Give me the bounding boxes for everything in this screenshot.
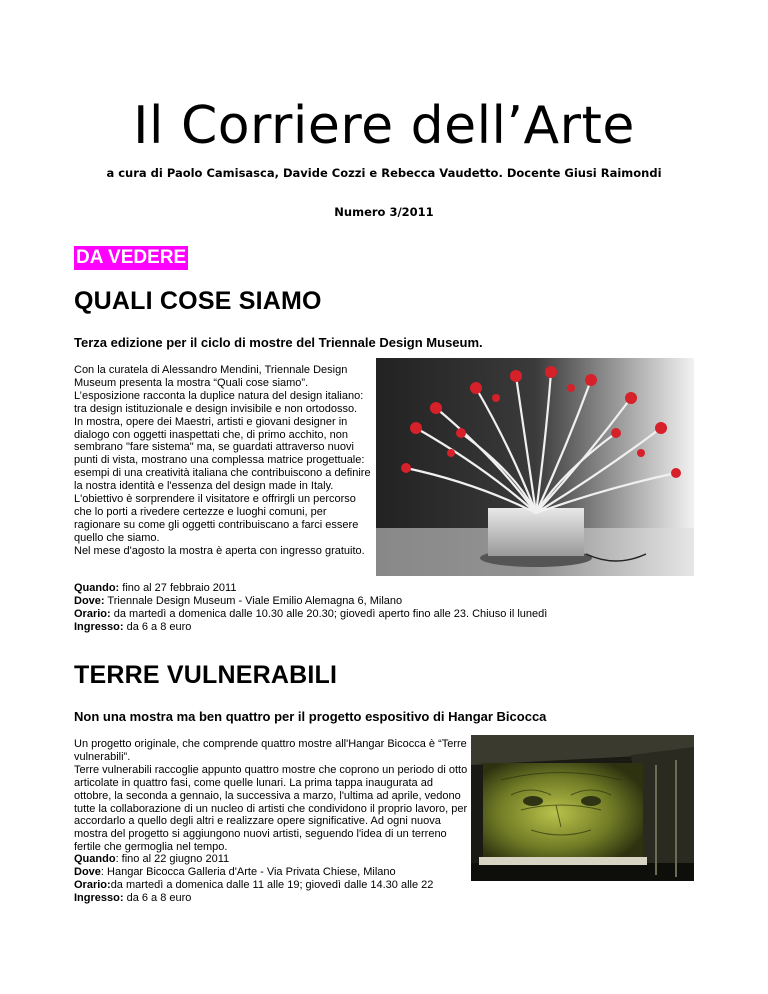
- info-row: [74, 595, 694, 608]
- info-value: da martedì a domenica dalle 10.30 alle 20.30; giovedì aperto fino alle 23. Chiuso il lunedì: [110, 607, 548, 620]
- article-paragraph: Un progetto originale, che comprende quattro mostre all'Hangar Bicocca è “Terre vulnerabili”.: [74, 738, 467, 763]
- article-paragraph: In mostra, opere dei Maestri, artisti e giovani designer in dialogo con oggetti inaspettati che, di primo acchito, non sembrano "fare sistema" ma, se guardati attraverso nuovi punti di vista, mostrano una complessa matrice progettuale: esempi di una creatività italiana che contribuiscono a definire la nostra identità e l'essenza del design made in Italy. L'obiettivo è sorprendere il visitatore e offrirgli un percorso che lo porti a rivedere certezze e luoghi comuni, per ragionare su come gli oggetti contribuiscano a farci essere quello che siamo.: [74, 415, 371, 544]
- info-label: Orario:: [74, 878, 111, 891]
- article-title: QUALI COSE SIAMO: [74, 287, 322, 315]
- article-body: [74, 738, 470, 854]
- article-paragraph: Terre vulnerabili raccoglie appunto quattro mostre che coprono un periodo di otto articolate in quattro fasi, come quelle lunari. La prima tappa inaugurata ad ottobre, la seconda a gennaio, la successiva a marzo, l'ultima ad aprile, vedono tutte la collaborazione di un nucleo di artisti che condividono il proprio lavoro, per accordarlo a quello degli altri e realizzare opere significative. Ad ogni nuova mostra del progetto si aggiungono nuovi artisti, seguendo l'idea di un terreno fertile che germoglia nel tempo.: [74, 763, 468, 854]
- info-label: Quando: [74, 853, 116, 865]
- info-label: Ingresso:: [74, 620, 124, 633]
- info-label: Quando:: [74, 582, 120, 594]
- sculpture-photo: [376, 358, 694, 576]
- article-paragraph: Nel mese d'agosto la mostra è aperta con ingresso gratuito.: [74, 544, 365, 557]
- info-row: [74, 582, 694, 595]
- article-paragraph: Con la curatela di Alessandro Mendini, Triennale Design Museum presenta la mostra “Quali cose siamo”. L’esposizione racconta la duplice natura del design italiano: tra design istituzionale e design invisibile e non ortodosso.: [74, 364, 364, 415]
- article-subtitle: Terza edizione per il ciclo di mostre del Triennale Design Museum.: [74, 335, 483, 350]
- info-row: [74, 853, 694, 866]
- info-row: [74, 879, 694, 892]
- info-value: : Hangar Bicocca Galleria d'Arte - Via Privata Chiese, Milano: [100, 865, 396, 878]
- article-info: [74, 582, 694, 634]
- article-title: TERRE VULNERABILI: [74, 661, 338, 689]
- credits-line: a cura di Paolo Camisasca, Davide Cozzi e Rebecca Vaudetto. Docente Giusi Raimondi: [106, 166, 662, 180]
- section-tag: DA VEDERE: [76, 247, 187, 268]
- masthead-title: Il Corriere dell’Arte: [133, 96, 635, 156]
- info-value: Triennale Design Museum - Viale Emilio Alemagna 6, Milano: [104, 594, 403, 607]
- info-value: da 6 a 8 euro: [123, 891, 192, 904]
- info-row: [74, 608, 694, 621]
- info-label: Dove: [74, 865, 101, 878]
- info-value: da martedì a domenica dalle 11 alle 19; giovedì dalle 14.30 alle 22: [110, 878, 434, 891]
- article-info: [74, 853, 694, 905]
- info-row: [74, 892, 694, 905]
- info-value: : fino al 22 giugno 2011: [115, 853, 230, 865]
- info-row: [74, 621, 694, 634]
- info-label: Ingresso:: [74, 891, 124, 904]
- article-subtitle: Non una mostra ma ben quattro per il progetto espositivo di Hangar Bicocca: [74, 709, 547, 724]
- article-body: [74, 364, 374, 558]
- info-label: Orario:: [74, 607, 111, 620]
- info-value: da 6 a 8 euro: [123, 620, 192, 633]
- info-value: fino al 27 febbraio 2011: [119, 582, 237, 594]
- issue-number: Numero 3/2011: [334, 205, 434, 219]
- info-row: [74, 866, 694, 879]
- info-label: Dove:: [74, 594, 105, 607]
